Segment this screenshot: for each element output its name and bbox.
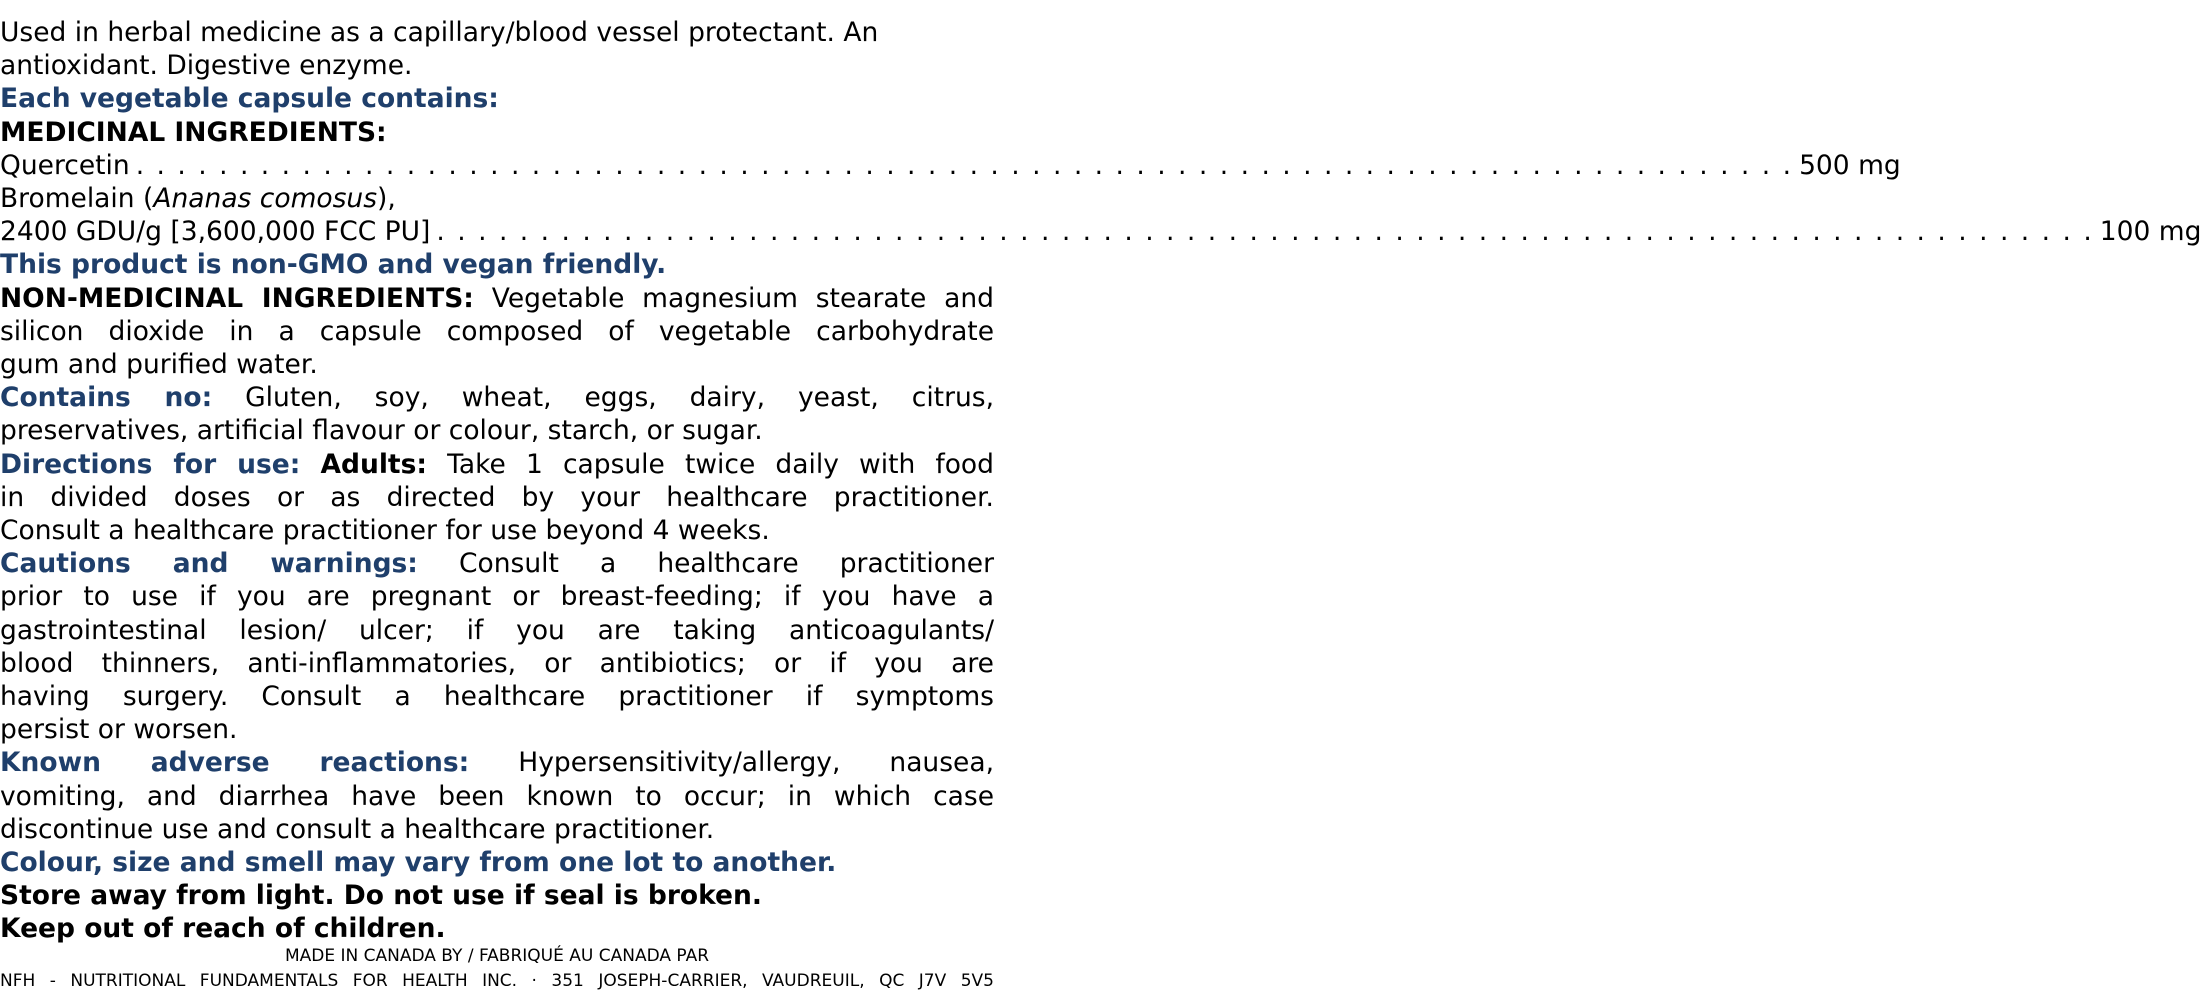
adverse-heading: Known adverse reactions:	[0, 747, 470, 779]
directions-line-2: in divided doses or as directed by your healthcare practitioner.	[0, 481, 994, 513]
cautions-line-3: gastrointestinal lesion/ ulcer; if you are taking anticoagulants/	[0, 614, 994, 646]
cautions-line-2: prior to use if you are pregnant or breast-feeding; if you have a	[0, 581, 994, 613]
contains-no-line-1	[0, 381, 994, 414]
adverse-line-2: vomiting, and diarrhea have been known to occur; in which case	[0, 780, 994, 812]
cautions-line-1	[0, 547, 994, 580]
children-warning: Keep out of reach of children.	[0, 913, 446, 945]
bromelain-name-end: ),	[377, 183, 396, 215]
manufacturer-address: NFH - NUTRITIONAL FUNDAMENTALS FOR HEALTH INC. · 351 JOSEPH-CARRIER, VAUDREUIL, QC J7V 5V5	[0, 971, 994, 991]
dot-leader: . . . . . . . . . . . . . . . . . . . . . . . . . . . . . . . . . . . . . . . . . . . . . . . . . . . . . . . . . . . . . . . . . . . . . . . . . . . . . . . .	[135, 149, 1794, 181]
bromelain-latin-name: Ananas comosus	[153, 183, 378, 215]
nonmedicinal-line-2: silicon dioxide in a capsule composed of vegetable carbohydrate	[0, 315, 994, 347]
capsule-heading: Each vegetable capsule contains:	[0, 83, 499, 115]
dot-leader: . . . . . . . . . . . . . . . . . . . . . . . . . . . . . . . . . . . . . . . . . . . . . . . . . . . . . . . . . . . . . . . . . . . . . . . . . . . . . . . .	[436, 216, 2094, 248]
cautions-heading: Cautions and warnings:	[0, 548, 418, 580]
manufacturer-footer	[0, 944, 994, 994]
ingredient-spec: 2400 GDU/g [3,600,000 FCC PU]	[0, 216, 431, 248]
directions-line-3: Consult a healthcare practitioner for use beyond 4 weeks.	[0, 515, 770, 547]
adverse-line-3: discontinue use and consult a healthcare practitioner.	[0, 813, 715, 845]
colour-note: Colour, size and smell may vary from one lot to another.	[0, 847, 837, 879]
cautions-line-5: having surgery. Consult a healthcare practitioner if symptoms	[0, 681, 994, 713]
nonmedicinal-line-3: gum and purified water.	[0, 349, 318, 381]
ingredient-amount: 500 mg	[1799, 149, 1901, 181]
storage-statement: Store away from light. Do not use if seal is broken.	[0, 880, 762, 912]
adverse-line-1	[0, 746, 994, 779]
adverse-text: Hypersensitivity/allergy, nausea,	[518, 747, 994, 779]
directions-adults: Adults:	[320, 448, 427, 480]
ingredient-name-bromelain	[0, 182, 994, 215]
ingredient-row-quercetin	[0, 149, 1901, 182]
intro-line-1: Used in herbal medicine as a capillary/blood vessel protectant. An	[0, 17, 879, 48]
ingredient-name: Quercetin	[0, 149, 130, 181]
contains-no-heading: Contains no:	[0, 382, 213, 414]
ingredient-row-bromelain	[0, 215, 2201, 248]
ingredient-amount: 100 mg	[2099, 216, 2201, 248]
directions-line-1	[0, 448, 994, 481]
directions-text: Take 1 capsule twice daily with food	[447, 448, 994, 480]
cautions-line-6: persist or worsen.	[0, 714, 238, 746]
cautions-line-4: blood thinners, anti-inflammatories, or antibiotics; or if you are	[0, 647, 994, 679]
cautions-text: Consult a healthcare practitioner	[459, 548, 994, 580]
directions-heading: Directions for use:	[0, 448, 301, 480]
nonmedicinal-text: Vegetable magnesium stearate and	[491, 282, 994, 314]
contains-no-text: Gluten, soy, wheat, eggs, dairy, yeast, citrus,	[245, 382, 994, 414]
made-in-canada: MADE IN CANADA BY / FABRIQUÉ AU CANADA PAR	[284, 946, 710, 966]
nonmedicinal-line-1	[0, 282, 994, 315]
intro-line-2: antioxidant. Digestive enzyme.	[0, 50, 413, 82]
contains-no-line-2: preservatives, artificial flavour or colour, starch, or sugar.	[0, 415, 763, 447]
supplement-label	[0, 16, 2201, 946]
bromelain-name: Bromelain (	[0, 183, 154, 215]
medicinal-heading: MEDICINAL INGREDIENTS:	[0, 116, 387, 148]
nonmedicinal-heading: NON-MEDICINAL INGREDIENTS:	[0, 282, 474, 314]
nongmo-statement: This product is non-GMO and vegan friendly.	[0, 249, 667, 281]
